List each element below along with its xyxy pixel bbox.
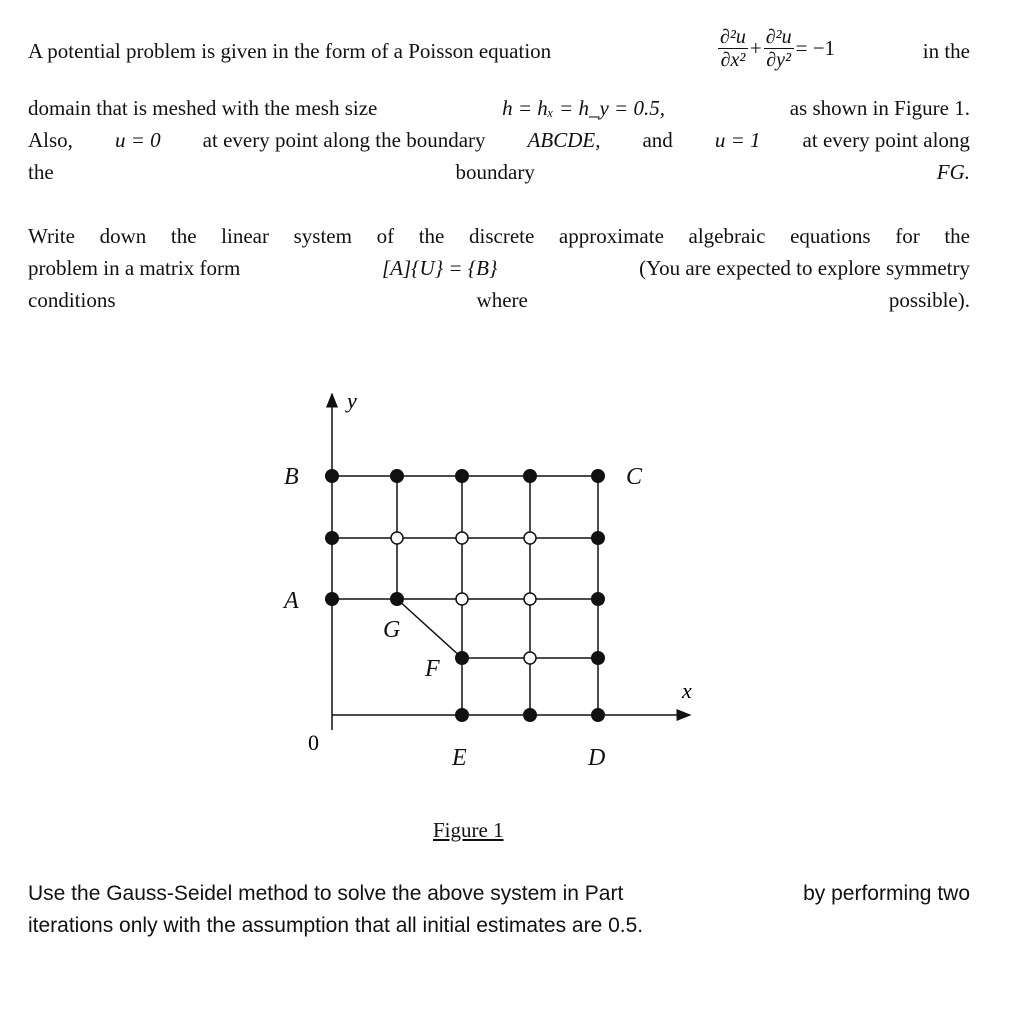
node-top-2 <box>455 469 469 483</box>
node-top-3 <box>523 469 537 483</box>
x-axis-label: x <box>682 678 692 703</box>
interior-node-3 <box>524 532 536 544</box>
followup-paragraph <box>28 878 970 942</box>
followup-line-2: iterations only with the assumption that all initial estimates are 0.5. <box>28 914 644 937</box>
label-G: G <box>383 617 401 643</box>
node-A <box>325 592 339 606</box>
task-line-1: Write down the linear system of the discrete approximate algebraic equations for the <box>28 224 970 248</box>
y-axis-label: y <box>347 388 357 413</box>
node-right-4 <box>591 651 605 665</box>
label-C: C <box>626 464 643 490</box>
node-D <box>591 708 605 722</box>
node-E <box>455 708 469 722</box>
interior-node-5 <box>524 593 536 605</box>
node-bottom-mid <box>523 708 537 722</box>
task-paragraph <box>28 220 970 316</box>
label-D: D <box>588 745 606 771</box>
node-left-2 <box>325 531 339 545</box>
mesh-size-math: h = hₓ = h_y = 0.5, <box>502 96 665 120</box>
problem-line-3: Also, u = 0 at every point along the boundary ABCDE, and u = 1 at every point along <box>28 128 970 152</box>
intro-text: A potential problem is given in the form of a Poisson equation <box>28 39 552 63</box>
poisson-equation-line <box>28 26 970 82</box>
label-B: B <box>284 464 299 490</box>
poisson-equation <box>716 26 835 71</box>
in-the-text: in the <box>922 39 970 63</box>
label-F: F <box>425 656 440 682</box>
node-G <box>390 592 404 606</box>
node-right-2 <box>591 531 605 545</box>
plus-sign: + <box>749 36 762 60</box>
boundary-fg <box>397 599 462 658</box>
problem-line-2: domain that is meshed with the mesh size h = hₓ = h_y = 0.5, as shown in Figure 1. <box>28 92 970 124</box>
origin-label: 0 <box>308 730 319 755</box>
node-B <box>325 469 339 483</box>
problem-paragraph <box>28 92 970 188</box>
label-E: E <box>452 745 467 771</box>
mesh-figure <box>270 380 710 780</box>
node-right-3 <box>591 592 605 606</box>
interior-node-1 <box>391 532 403 544</box>
d2u-dx2-fraction: $\frac{\text{∂²u}}{\text{∂x²}}$ <box>720 26 746 71</box>
d2u-dy2-fraction: $\frac{\text{∂²u}}{\text{∂y²}}$ <box>765 26 792 71</box>
figure-caption: Figure 1 <box>433 818 504 842</box>
interior-node-2 <box>456 532 468 544</box>
equation-rhs: = −1 <box>795 36 836 60</box>
followup-line-1: Use the Gauss-Seidel method to solve the above system in Part by performing two <box>28 882 970 905</box>
node-top-1 <box>390 469 404 483</box>
node-F <box>455 651 469 665</box>
problem-line-4: the boundary FG. <box>28 160 970 184</box>
label-A: A <box>284 588 299 614</box>
task-line-2: problem in a matrix form [A]{U} = {B} (You are expected to explore symmetry <box>28 252 970 284</box>
node-C <box>591 469 605 483</box>
interior-nodes <box>391 532 536 664</box>
task-line-3: conditions where possible). <box>28 288 970 312</box>
interior-node-6 <box>524 652 536 664</box>
matrix-form-math: [A]{U} = {B} <box>381 256 498 280</box>
interior-node-4 <box>456 593 468 605</box>
